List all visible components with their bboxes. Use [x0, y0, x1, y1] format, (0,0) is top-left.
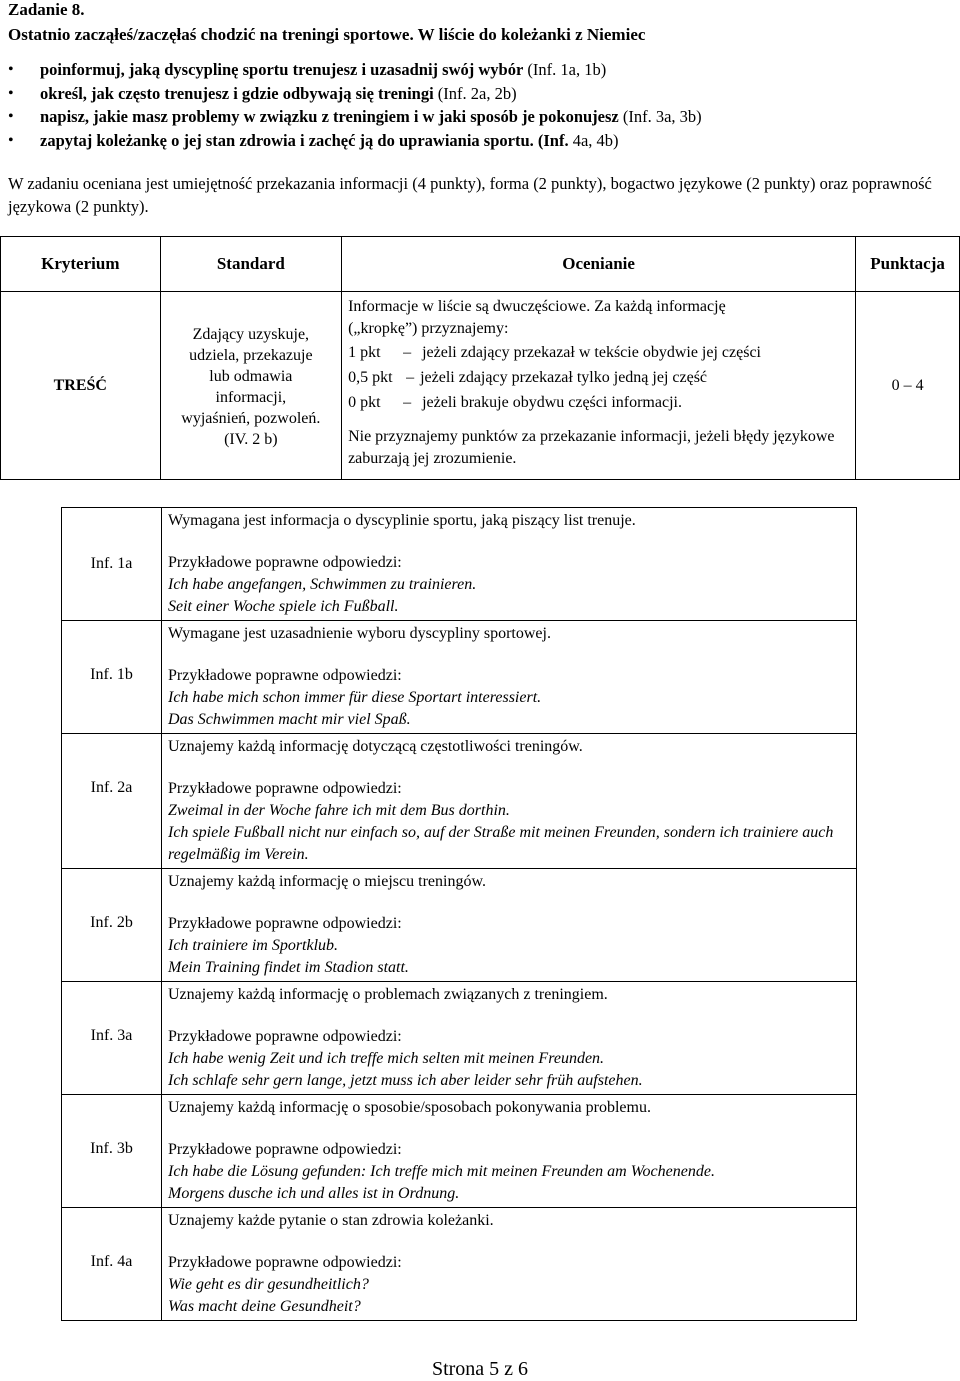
points-cell: 0 – 4 — [856, 292, 960, 480]
list-item: • zapytaj koleżankę o jej stan zdrowia i zachęć ją do uprawiania sportu. (Inf. 4a, 4b) — [0, 130, 950, 154]
task-title: Zadanie 8. — [8, 0, 85, 19]
grading-note: Nie przyznajemy punktów za przekazanie informacji, jeżeli błędy językowe zaburzają jej zrozumienie. — [348, 428, 835, 467]
table-row — [62, 869, 857, 982]
header-cell: Ocenianie — [342, 237, 856, 292]
list-item: • określ, jak często trenujesz i gdzie odbywają się treningi (Inf. 2a, 2b) — [0, 83, 950, 107]
criteria-table — [0, 236, 960, 480]
table-row — [62, 734, 857, 869]
info-content: Wymagana jest informacja o dyscyplinie sportu, jaką piszący list trenuje. Przykładowe poprawne odpowiedzi: Ich habe angefangen, Schwimmen zu trainieren. Seit einer Woche spiele ich Fußball. — [162, 508, 857, 621]
info-table — [61, 507, 857, 1321]
info-content: Uznajemy każdą informację dotyczącą częstotliwości treningów. Przykładowe poprawne odpowiedzi: Zweimal in der Woche fahre ich mit dem Bus dorthin. Ich spiele Fußball nicht nur einfach so, auf der Straße mit meinen Freunden, sondern ich trainiere auch regelmäßig im Verein. — [162, 734, 857, 869]
table-header-row — [1, 237, 960, 292]
criterion-cell: TREŚĆ — [1, 292, 161, 480]
table-row — [1, 292, 960, 480]
table-row — [62, 1208, 857, 1321]
info-content: Uznajemy każdą informację o problemach związanych z treningiem. Przykładowe poprawne odpowiedzi: Ich habe wenig Zeit und ich treffe mich selten mit meinen Freunden. Ich schlafe sehr gern lange, jetzt muss ich aber leider sehr früh aufstehen. — [162, 982, 857, 1095]
info-content: Uznajemy każdą informację o miejscu treningów. Przykładowe poprawne odpowiedzi: Ich trainiere im Sportklub. Mein Training findet im Stadion statt. — [162, 869, 857, 982]
standard-cell: Zdający uzyskuje, udziela, przekazuje lub odmawia informacji, wyjaśnień, pozwoleń. (IV. 2 b) — [160, 292, 341, 480]
grading-intro: W zadaniu oceniana jest umiejętność przekazania informacji (4 punkty), forma (2 punkty), bogactwo językowe (2 punkty) oraz poprawność językowa (2 punkty). — [8, 174, 932, 216]
info-content: Uznajemy każdą informację o sposobie/sposobach pokonywania problemu. Przykładowe poprawne odpowiedzi: Ich habe die Lösung gefunden: Ich treffe mich mit meinen Freunden am Wochenende. Morgens dusche ich und alles ist in Ordnung. — [162, 1095, 857, 1208]
info-label: Inf. 3b — [62, 1095, 162, 1208]
table-row — [62, 621, 857, 734]
grading-cell: Informacje w liście są dwuczęściowe. Za każdą informację („kropkę”) przyznajemy: 1 pkt – jeżeli zdający przekazał w tekście obydwie jej części 0,5 pkt – jeżeli zdający przekazał tylko jedną jej część 0 pkt – jeżeli brakuje obydwu części informacji. Nie przyznajemy punktów za przekazanie informacji, jeżeli błędy językowe zaburzają jej zrozumienie. — [342, 292, 856, 480]
info-label: Inf. 1a — [62, 508, 162, 621]
task-lead: Ostatnio zacząłeś/zaczęłaś chodzić na treningi sportowe. W liście do koleżanki z Niemiec — [8, 25, 646, 44]
header-cell: Punktacja — [856, 237, 960, 292]
info-label: Inf. 2b — [62, 869, 162, 982]
info-label: Inf. 3a — [62, 982, 162, 1095]
list-item: • napisz, jakie masz problemy w związku z treningiem i w jaki sposób je pokonujesz (Inf. 3a, 3b) — [0, 106, 950, 130]
table-row — [62, 1095, 857, 1208]
table-row — [62, 508, 857, 621]
info-content: Wymagane jest uzasadnienie wyboru dyscypliny sportowej. Przykładowe poprawne odpowiedzi: Ich habe mich schon immer für diese Sportart interessiert. Das Schwimmen macht mir viel Spaß. — [162, 621, 857, 734]
info-label: Inf. 4a — [62, 1208, 162, 1321]
grading-rule: 0 pkt – jeżeli brakuje obydwu części informacji. — [348, 394, 682, 411]
header-cell: Standard — [160, 237, 341, 292]
table-row — [62, 982, 857, 1095]
list-item: • poinformuj, jaką dyscyplinę sportu trenujesz i uzasadnij swój wybór (Inf. 1a, 1b) — [0, 59, 950, 83]
task-list — [0, 59, 950, 153]
info-label: Inf. 2a — [62, 734, 162, 869]
header-cell: Kryterium — [1, 237, 161, 292]
grading-rule: 0,5 pkt – jeżeli zdający przekazał tylko jedną jej część — [348, 369, 708, 386]
page-number: Strona 5 z 6 — [431, 1358, 529, 1380]
grading-rule: 1 pkt – jeżeli zdający przekazał w tekście obydwie jej części — [348, 344, 761, 361]
info-label: Inf. 1b — [62, 621, 162, 734]
info-content: Uznajemy każde pytanie o stan zdrowia koleżanki. Przykładowe poprawne odpowiedzi: Wie geht es dir gesundheitlich? Was macht deine Gesundheit? — [162, 1208, 857, 1321]
